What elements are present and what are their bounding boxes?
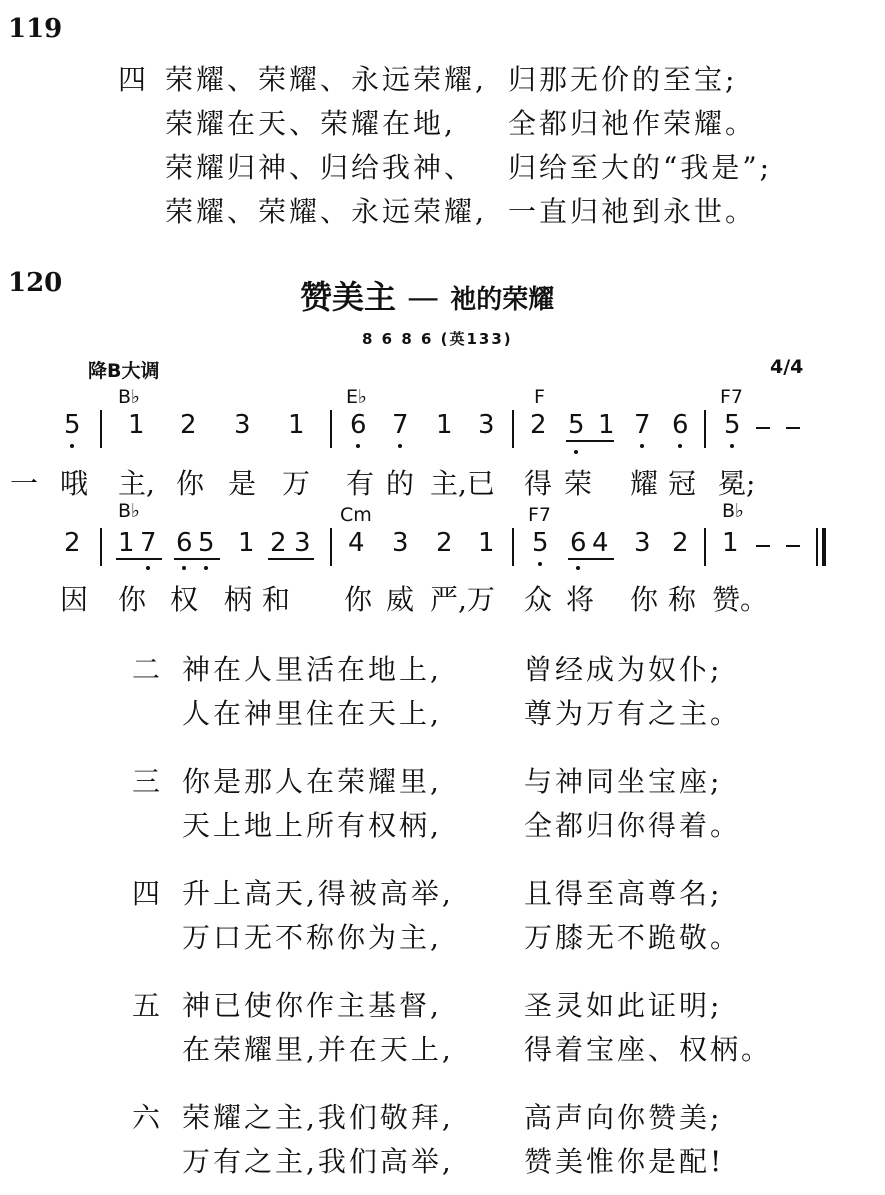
lyric: 主,已	[430, 467, 495, 500]
low-octave-dot	[538, 562, 542, 566]
chord: B♭	[722, 500, 744, 522]
chord: E♭	[346, 386, 367, 408]
note: 3	[294, 528, 311, 558]
hold-dash	[756, 545, 770, 547]
note: 2	[180, 410, 197, 440]
chord: B♭	[118, 386, 140, 408]
note: 4	[348, 528, 365, 558]
note: 7	[392, 410, 409, 440]
verse-line: 万口无不称你为主,	[182, 921, 442, 954]
chord: B♭	[118, 500, 140, 522]
verse-line: 荣耀、荣耀、永远荣耀,	[165, 63, 487, 96]
lyric: 和	[262, 583, 291, 616]
eighth-underline	[268, 558, 314, 560]
note: 1	[128, 410, 145, 440]
lyric: 万	[282, 467, 311, 500]
low-octave-dot	[576, 566, 580, 570]
verse-line: 与神同坐宝座;	[524, 765, 723, 798]
verse-line: 荣耀归神、归给我神、	[165, 151, 476, 184]
verse-line: 圣灵如此证明;	[524, 989, 723, 1022]
verse-line: 曾经成为奴仆;	[524, 653, 723, 686]
note: 7	[140, 528, 157, 558]
hold-dash	[756, 427, 770, 429]
note: 1	[722, 528, 739, 558]
low-octave-dot	[204, 566, 208, 570]
eighth-underline	[568, 558, 614, 560]
lyric: 荣	[564, 467, 593, 500]
eighth-underline	[116, 558, 162, 560]
lyric: 你	[344, 583, 373, 616]
lyric: 冠	[668, 467, 697, 500]
lyric: 的	[386, 467, 415, 500]
key-signature: 降B大调	[88, 360, 160, 382]
lyric: 众	[524, 583, 553, 616]
lyric: 权	[170, 583, 199, 616]
eighth-underline	[174, 558, 220, 560]
verse-line: 荣耀在天、荣耀在地,	[165, 107, 456, 140]
eighth-underline	[566, 440, 614, 442]
lyric: 因	[60, 583, 89, 616]
note: 5	[64, 410, 81, 440]
final-barline-thin	[816, 528, 818, 566]
verse-line: 在荣耀里,并在天上,	[182, 1033, 454, 1066]
barline	[512, 410, 514, 448]
final-barline-thick	[822, 528, 826, 566]
verse-marker: 三	[132, 765, 164, 798]
hymn-number-120: 120	[8, 268, 63, 298]
lyric: 是	[228, 467, 257, 500]
note: 1	[598, 410, 615, 440]
note: 3	[234, 410, 251, 440]
hymn-title	[300, 272, 554, 318]
verse-line: 一直归祂到永世。	[508, 195, 757, 228]
hold-dash	[786, 427, 800, 429]
chord: F	[534, 386, 545, 408]
chord: F7	[528, 504, 552, 526]
note: 1	[288, 410, 305, 440]
verse-line: 你是那人在荣耀里,	[182, 765, 442, 798]
note: 4	[592, 528, 609, 558]
verse-line: 升上高天,得被高举,	[182, 877, 454, 910]
verse-marker: 五	[132, 989, 164, 1022]
note: 2	[270, 528, 287, 558]
verse-line: 归给至大的“我是”;	[508, 151, 773, 184]
low-octave-dot	[398, 444, 402, 448]
note: 5	[724, 410, 741, 440]
verse-line: 荣耀、荣耀、永远荣耀,	[165, 195, 487, 228]
lyric: 你	[630, 583, 659, 616]
low-octave-dot	[70, 444, 74, 448]
barline	[704, 528, 706, 566]
verse-line: 全都归你得着。	[524, 809, 742, 842]
note: 1	[238, 528, 255, 558]
lyric: 耀	[630, 467, 659, 500]
low-octave-dot	[146, 566, 150, 570]
note: 6	[176, 528, 193, 558]
note: 7	[634, 410, 651, 440]
note: 1	[478, 528, 495, 558]
title-dash: —	[407, 278, 440, 316]
low-octave-dot	[640, 444, 644, 448]
chord: Cm	[340, 504, 372, 526]
barline	[100, 528, 102, 566]
chord: F7	[720, 386, 744, 408]
note: 2	[672, 528, 689, 558]
lyric: 一	[10, 467, 39, 500]
note: 1	[118, 528, 135, 558]
note: 2	[530, 410, 547, 440]
verse-line: 万膝无不跪敬。	[524, 921, 742, 954]
verse-line: 神已使你作主基督,	[182, 989, 442, 1022]
low-octave-dot	[678, 444, 682, 448]
verse-marker: 二	[132, 653, 164, 686]
barline	[512, 528, 514, 566]
title-sub: 祂的荣耀	[450, 285, 555, 315]
verse-line: 荣耀之主,我们敬拜,	[182, 1101, 454, 1134]
note: 3	[634, 528, 651, 558]
lyric: 有	[346, 467, 375, 500]
note: 5	[198, 528, 215, 558]
hold-dash	[786, 545, 800, 547]
verse-line: 得着宝座、权柄。	[524, 1033, 773, 1066]
barline	[330, 528, 332, 566]
title-main: 赞美主	[300, 278, 397, 316]
lyric: 称	[668, 583, 697, 616]
low-octave-dot	[730, 444, 734, 448]
lyric: 柄	[224, 583, 253, 616]
lyric: 冕;	[718, 467, 756, 500]
note: 1	[436, 410, 453, 440]
lyric: 赞。	[712, 583, 769, 616]
verse-marker: 四	[132, 877, 164, 910]
lyric: 主,	[118, 467, 155, 500]
hymn-number-119: 119	[8, 14, 63, 44]
verse-line: 万有之主,我们高举,	[182, 1145, 454, 1178]
lyric: 威	[386, 583, 415, 616]
low-octave-dot	[574, 450, 578, 454]
verse-line: 且得至高尊名;	[524, 877, 723, 910]
lyric: 哦	[60, 467, 89, 500]
verse-marker: 四	[118, 63, 150, 96]
note: 6	[350, 410, 367, 440]
note: 6	[672, 410, 689, 440]
lyric: 得	[524, 467, 553, 500]
lyric: 你	[176, 467, 205, 500]
verse-line: 尊为万有之主。	[524, 697, 742, 730]
low-octave-dot	[182, 566, 186, 570]
verse-line: 赞美惟你是配!	[524, 1145, 725, 1178]
barline	[100, 410, 102, 448]
note: 3	[392, 528, 409, 558]
note: 6	[570, 528, 587, 558]
verse-line: 高声向你赞美;	[524, 1101, 723, 1134]
time-signature: 4/4	[770, 356, 804, 378]
note: 5	[532, 528, 549, 558]
note: 3	[478, 410, 495, 440]
verse-line: 神在人里活在地上,	[182, 653, 442, 686]
verse-line: 人在神里住在天上,	[182, 697, 442, 730]
verse-line: 天上地上所有权柄,	[182, 809, 442, 842]
lyric: 严,万	[430, 583, 495, 616]
note: 2	[64, 528, 81, 558]
lyric: 将	[566, 583, 595, 616]
note: 2	[436, 528, 453, 558]
low-octave-dot	[356, 444, 360, 448]
barline	[330, 410, 332, 448]
verse-marker: 六	[132, 1101, 164, 1134]
verse-line: 全都归祂作荣耀。	[508, 107, 757, 140]
note: 5	[568, 410, 585, 440]
meter: 8 6 8 6 (英133)	[362, 330, 513, 348]
lyric: 你	[118, 583, 147, 616]
verse-line: 归那无价的至宝;	[508, 63, 738, 96]
barline	[704, 410, 706, 448]
